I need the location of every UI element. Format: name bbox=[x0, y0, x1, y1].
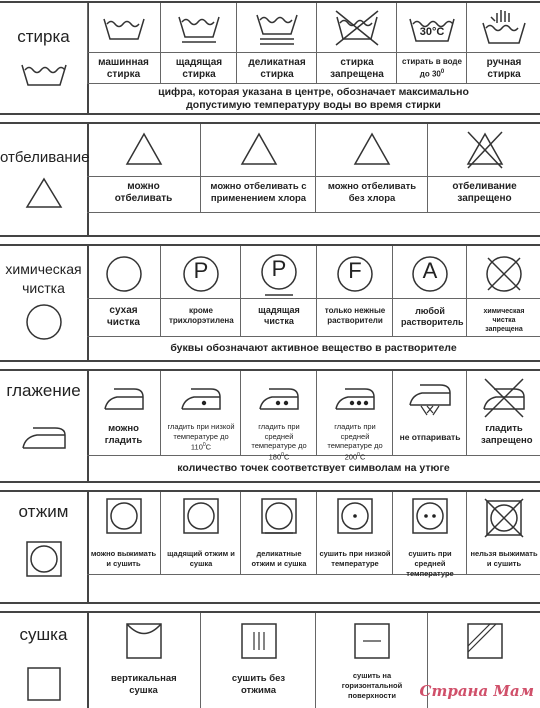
washing-label: стирка запрещена bbox=[330, 57, 384, 80]
ironing-item bbox=[240, 371, 317, 461]
spinning-item bbox=[466, 492, 540, 574]
iron-one-dot-icon bbox=[161, 375, 241, 419]
tumble-gentle-icon bbox=[161, 496, 241, 540]
drying-item bbox=[315, 613, 428, 708]
washing-item bbox=[236, 3, 317, 83]
ironing-label: можно гладить bbox=[104, 423, 143, 446]
washing-note: цифра, которая указана в центре, обозначает максимально допустимую температуру воды во время стирки bbox=[158, 86, 469, 111]
no-iron-icon bbox=[467, 375, 540, 419]
drycleaning-title: химическая чистка bbox=[5, 261, 82, 296]
spinning-item bbox=[160, 492, 241, 574]
circle-p-gentle-icon bbox=[241, 250, 317, 294]
washing-item bbox=[160, 3, 237, 83]
washing-item bbox=[396, 3, 467, 83]
circle-a-icon bbox=[393, 250, 467, 294]
no-dryclean-icon bbox=[467, 250, 540, 294]
drycleaning-note: буквы обозначают активное вещество в растворителе bbox=[170, 342, 457, 354]
no-bleach-icon bbox=[428, 128, 540, 172]
ironing-label: не отпаривать bbox=[399, 432, 461, 442]
drying-item bbox=[87, 613, 200, 708]
hand-wash-icon bbox=[467, 7, 540, 51]
watermark: Страна Мам bbox=[419, 682, 534, 700]
drycleaning-section bbox=[0, 244, 540, 362]
ironing-label bbox=[163, 422, 239, 452]
spinning-section bbox=[0, 490, 540, 604]
iron-low-label-text: гладить при низкой температуре до 110 bbox=[167, 422, 235, 452]
ironing-label: гладить запрещено bbox=[481, 423, 533, 446]
drying-title: сушка bbox=[19, 625, 68, 644]
bleaching-section bbox=[0, 122, 540, 237]
ironing-section bbox=[0, 369, 540, 483]
ironing-label bbox=[319, 422, 391, 462]
washing-title: стирка bbox=[17, 27, 70, 46]
triangle-no-chlorine-icon bbox=[316, 128, 428, 172]
drycleaning-label: сухая чистка bbox=[107, 305, 140, 328]
bleaching-item bbox=[315, 124, 428, 212]
drying-item bbox=[200, 613, 316, 708]
circle-f-icon bbox=[317, 250, 393, 294]
ironing-label bbox=[243, 422, 315, 462]
tumble-low-icon bbox=[317, 496, 393, 540]
bleaching-item bbox=[87, 124, 200, 212]
spinning-label: сушить при низкой температуре bbox=[319, 549, 391, 568]
circle-p-letter: P bbox=[193, 258, 209, 283]
no-steam-icon bbox=[393, 375, 467, 419]
wash-30-text: 30°C bbox=[419, 26, 445, 38]
iron-three-dots-icon bbox=[317, 375, 393, 419]
tumble-dry-icon bbox=[0, 540, 87, 578]
drycleaning-label: любой растворитель bbox=[401, 306, 464, 327]
spinning-title: отжим bbox=[18, 502, 69, 521]
bleaching-title: отбеливание bbox=[0, 149, 90, 166]
spinning-label: можно выжимать и сушить bbox=[90, 549, 157, 568]
bleaching-label: отбеливание запрещено bbox=[452, 181, 517, 204]
line-dry-icon bbox=[87, 621, 200, 665]
tumble-delicate-icon bbox=[241, 496, 317, 540]
drycleaning-label: химическая чистка запрещена bbox=[483, 308, 525, 333]
washing-label: ручная стирка bbox=[486, 57, 522, 80]
tumble-medium-icon bbox=[393, 496, 467, 540]
drycleaning-item bbox=[240, 246, 317, 336]
triangle-icon bbox=[0, 176, 87, 210]
iron-high-unit: C bbox=[359, 452, 366, 461]
dry-flat-icon bbox=[316, 621, 428, 665]
triangle-chlorine-icon bbox=[201, 128, 316, 172]
spinning-item bbox=[87, 492, 160, 574]
wash-30-label-text: стирать в воде до 30 bbox=[402, 57, 462, 79]
ironing-item bbox=[316, 371, 393, 461]
bleaching-label: можно отбеливать с применением хлора bbox=[210, 181, 307, 204]
bleaching-label: можно отбеливать bbox=[114, 181, 173, 204]
bleaching-item bbox=[427, 124, 540, 212]
drycleaning-item bbox=[87, 246, 160, 336]
circle-icon bbox=[0, 302, 87, 342]
circle-p-gentle-letter: P bbox=[271, 256, 287, 281]
spinning-label: щадящий отжим и сушка bbox=[167, 549, 235, 568]
wash-tub-icon bbox=[87, 7, 160, 51]
washing-item bbox=[87, 3, 160, 83]
drip-dry-icon bbox=[201, 621, 316, 665]
drycleaning-item bbox=[392, 246, 467, 336]
no-wash-icon bbox=[317, 7, 397, 51]
iron-icon bbox=[0, 423, 87, 451]
ironing-note: количество точек соответствует символам на утюге bbox=[177, 462, 450, 474]
drycleaning-label: кроме трихлорэтилена bbox=[169, 306, 234, 325]
drying-label: сушить на горизонтальной поверхности bbox=[341, 671, 403, 700]
drycleaning-label: только нежные растворители bbox=[324, 306, 386, 325]
ironing-item bbox=[466, 371, 540, 455]
ironing-side bbox=[0, 371, 89, 481]
iron-mid-label-text: гладить при средней температуре до 180 bbox=[251, 422, 307, 461]
spinning-item bbox=[240, 492, 317, 574]
wash-30-degree: 0 bbox=[440, 69, 445, 75]
circle-icon bbox=[87, 250, 160, 294]
drying-side bbox=[0, 613, 89, 708]
washing-item bbox=[466, 3, 540, 83]
wash-tub-icon bbox=[0, 61, 87, 87]
iron-mid-unit: C bbox=[283, 452, 290, 461]
drycleaning-label: щадящая чистка bbox=[258, 305, 300, 326]
tumble-dry-icon bbox=[87, 496, 160, 540]
bleaching-item bbox=[200, 124, 316, 212]
iron-low-unit: C bbox=[205, 442, 212, 452]
drying-label: сушить без отжима bbox=[231, 673, 286, 696]
iron-icon bbox=[87, 375, 160, 419]
washing-label: щадящая стирка bbox=[175, 57, 223, 80]
washing-label bbox=[399, 57, 465, 80]
ironing-item bbox=[87, 371, 160, 455]
wash-30-icon bbox=[397, 7, 467, 51]
ironing-item bbox=[392, 371, 467, 455]
ironing-title: глажение bbox=[6, 381, 81, 400]
iron-low-degree: 0 bbox=[202, 442, 206, 448]
iron-two-dots-icon bbox=[241, 375, 317, 419]
bleaching-side bbox=[0, 124, 89, 235]
spinning-side bbox=[0, 492, 89, 602]
circle-p-icon bbox=[161, 250, 241, 294]
drying-label: вертикальная сушка bbox=[111, 673, 177, 696]
gentle-wash-icon bbox=[161, 7, 237, 51]
spinning-label: нельзя выжимать и сушить bbox=[470, 549, 538, 568]
spinning-label: сушить при средней температуре bbox=[406, 549, 454, 578]
delicate-wash-icon bbox=[237, 7, 317, 51]
square-icon bbox=[0, 665, 87, 703]
iron-mid-degree: 0 bbox=[281, 451, 284, 458]
spinning-item bbox=[316, 492, 393, 574]
triangle-icon bbox=[87, 128, 200, 172]
washing-side bbox=[0, 3, 89, 113]
iron-high-label-text: гладить при средней температуре до 200 bbox=[327, 422, 383, 461]
ironing-item bbox=[160, 371, 241, 455]
circle-f-letter: F bbox=[348, 258, 362, 283]
bleaching-label: можно отбеливать без хлора bbox=[327, 181, 417, 204]
no-tumble-icon bbox=[467, 496, 540, 540]
washing-item bbox=[316, 3, 397, 83]
dry-shade-icon bbox=[428, 621, 540, 665]
washing-section bbox=[0, 1, 540, 115]
drycleaning-item bbox=[316, 246, 393, 336]
drycleaning-side bbox=[0, 246, 89, 360]
iron-high-degree: 0 bbox=[357, 451, 360, 458]
washing-label: деликатная стирка bbox=[248, 57, 306, 80]
washing-label: машинная стирка bbox=[98, 57, 149, 80]
drycleaning-item bbox=[466, 246, 540, 336]
spinning-item bbox=[392, 492, 467, 578]
circle-a-letter: A bbox=[422, 258, 438, 283]
drycleaning-item bbox=[160, 246, 241, 336]
spinning-label: деликатные отжим и сушка bbox=[251, 549, 307, 568]
